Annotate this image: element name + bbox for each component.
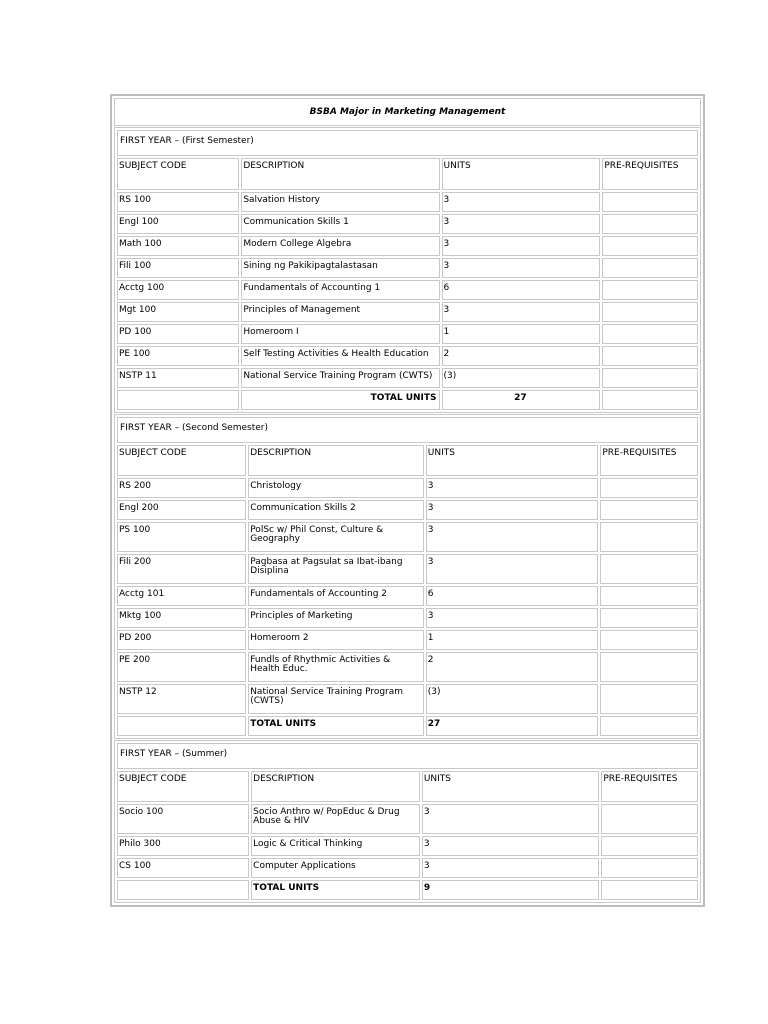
- prerequisites-cell: [602, 280, 698, 300]
- description-cell: Self Testing Activities & Health Education: [241, 346, 439, 366]
- subject-code-cell: Mgt 100: [117, 302, 239, 322]
- table-title: BSBA Major in Marketing Management: [114, 98, 701, 126]
- semester-heading: FIRST YEAR – (Summer): [117, 743, 698, 769]
- description-cell: Fundls of Rhythmic Activities & Health Educ.: [248, 652, 424, 682]
- description-cell: Homeroom I: [241, 324, 439, 344]
- description-cell: Christology: [248, 478, 424, 498]
- description-cell: National Service Training Program (CWTS): [248, 684, 424, 714]
- table-row: [116, 553, 699, 585]
- subject-code-cell: PD 100: [117, 324, 239, 344]
- units-cell: 3: [426, 500, 599, 520]
- table-row: [116, 257, 699, 279]
- units-cell: 3: [422, 804, 600, 834]
- table-row: [116, 803, 699, 835]
- description-cell: Communication Skills 2: [248, 500, 424, 520]
- units-cell: (3): [426, 684, 599, 714]
- table-row: [116, 301, 699, 323]
- subject-code-cell: Fili 200: [117, 554, 246, 584]
- semester-heading: FIRST YEAR – (Second Semester): [117, 417, 698, 443]
- header-subject-code: SUBJECT CODE: [117, 771, 249, 802]
- table-row: [116, 499, 699, 521]
- prerequisites-cell: [602, 214, 698, 234]
- description-cell: PolSc w/ Phil Const, Culture & Geography: [248, 522, 424, 552]
- total-row: [116, 389, 699, 411]
- total-empty-cell: [117, 880, 249, 900]
- header-row: [116, 444, 699, 477]
- prerequisites-cell: [602, 302, 698, 322]
- description-cell: Sining ng Pakikipagtalastasan: [241, 258, 439, 278]
- description-cell: Fundamentals of Accounting 1: [241, 280, 439, 300]
- subject-code-cell: Acctg 101: [117, 586, 246, 606]
- table-row: [116, 191, 699, 213]
- description-cell: Logic & Critical Thinking: [251, 836, 420, 856]
- prerequisites-cell: [600, 500, 698, 520]
- total-row: [116, 879, 699, 901]
- subject-code-cell: Acctg 100: [117, 280, 239, 300]
- total-row: [116, 715, 699, 737]
- prerequisites-cell: [600, 554, 698, 584]
- sections-container: [113, 127, 702, 903]
- table-row: [116, 213, 699, 235]
- prerequisites-cell: [602, 324, 698, 344]
- description-cell: Homeroom 2: [248, 630, 424, 650]
- units-cell: 3: [426, 522, 599, 552]
- units-cell: 3: [442, 258, 601, 278]
- total-prereq-cell: [602, 390, 698, 410]
- header-subject-code: SUBJECT CODE: [117, 445, 246, 476]
- total-units-value: 27: [426, 716, 599, 736]
- total-prereq-cell: [601, 880, 698, 900]
- units-cell: 2: [426, 652, 599, 682]
- subject-code-cell: RS 100: [117, 192, 239, 212]
- prerequisites-cell: [601, 804, 698, 834]
- units-cell: 3: [442, 236, 601, 256]
- subject-code-cell: NSTP 12: [117, 684, 246, 714]
- prerequisites-cell: [602, 258, 698, 278]
- description-cell: Communication Skills 1: [241, 214, 439, 234]
- subject-code-cell: Engl 200: [117, 500, 246, 520]
- units-cell: 3: [422, 858, 600, 878]
- subject-code-cell: Philo 300: [117, 836, 249, 856]
- semester-section: [114, 740, 701, 903]
- table-row: [116, 279, 699, 301]
- prerequisites-cell: [602, 346, 698, 366]
- prerequisites-cell: [602, 192, 698, 212]
- table-row: [116, 683, 699, 715]
- table-row: [116, 585, 699, 607]
- header-row: [116, 157, 699, 191]
- subject-code-cell: PS 100: [117, 522, 246, 552]
- header-description: DESCRIPTION: [241, 158, 439, 190]
- header-units: UNITS: [426, 445, 599, 476]
- total-empty-cell: [117, 716, 246, 736]
- table-row: [116, 629, 699, 651]
- prerequisites-cell: [601, 836, 698, 856]
- table-row: [116, 607, 699, 629]
- subject-code-cell: CS 100: [117, 858, 249, 878]
- prerequisites-cell: [600, 608, 698, 628]
- units-cell: 3: [426, 478, 599, 498]
- header-row: [116, 770, 699, 803]
- description-cell: Pagbasa at Pagsulat sa Ibat-ibang Disiplina: [248, 554, 424, 584]
- units-cell: 3: [422, 836, 600, 856]
- header-prerequisites: PRE-REQUISITES: [601, 771, 698, 802]
- units-cell: 6: [442, 280, 601, 300]
- units-cell: (3): [442, 368, 601, 388]
- description-cell: Fundamentals of Accounting 2: [248, 586, 424, 606]
- header-prerequisites: PRE-REQUISITES: [602, 158, 698, 190]
- subject-code-cell: PE 200: [117, 652, 246, 682]
- subject-code-cell: PD 200: [117, 630, 246, 650]
- prerequisites-cell: [601, 858, 698, 878]
- total-units-label: TOTAL UNITS: [241, 390, 439, 410]
- table-row: [116, 235, 699, 257]
- prerequisites-cell: [600, 522, 698, 552]
- description-cell: Principles of Management: [241, 302, 439, 322]
- units-cell: 3: [426, 554, 599, 584]
- semester-section: [114, 127, 701, 413]
- header-prerequisites: PRE-REQUISITES: [600, 445, 698, 476]
- header-description: DESCRIPTION: [251, 771, 420, 802]
- description-cell: National Service Training Program (CWTS): [241, 368, 439, 388]
- units-cell: 3: [426, 608, 599, 628]
- semester-heading: FIRST YEAR – (First Semester): [117, 130, 698, 156]
- prerequisites-cell: [602, 236, 698, 256]
- table-row: [116, 651, 699, 683]
- prerequisites-cell: [602, 368, 698, 388]
- prerequisites-cell: [600, 684, 698, 714]
- header-subject-code: SUBJECT CODE: [117, 158, 239, 190]
- subject-code-cell: NSTP 11: [117, 368, 239, 388]
- units-cell: 3: [442, 302, 601, 322]
- subject-code-cell: Math 100: [117, 236, 239, 256]
- total-units-value: 27: [442, 390, 601, 410]
- description-cell: Salvation History: [241, 192, 439, 212]
- table-row: [116, 857, 699, 879]
- total-units-label: TOTAL UNITS: [251, 880, 420, 900]
- total-prereq-cell: [600, 716, 698, 736]
- units-cell: 2: [442, 346, 601, 366]
- curriculum-table: [110, 94, 705, 907]
- subject-code-cell: Engl 100: [117, 214, 239, 234]
- header-units: UNITS: [422, 771, 600, 802]
- subject-code-cell: Mktg 100: [117, 608, 246, 628]
- description-cell: Socio Anthro w/ PopEduc & Drug Abuse & HIV: [251, 804, 420, 834]
- header-units: UNITS: [442, 158, 601, 190]
- units-cell: 1: [426, 630, 599, 650]
- units-cell: 3: [442, 214, 601, 234]
- units-cell: 1: [442, 324, 601, 344]
- prerequisites-cell: [600, 652, 698, 682]
- table-row: [116, 345, 699, 367]
- description-cell: Principles of Marketing: [248, 608, 424, 628]
- prerequisites-cell: [600, 630, 698, 650]
- subject-code-cell: RS 200: [117, 478, 246, 498]
- total-empty-cell: [117, 390, 239, 410]
- table-row: [116, 521, 699, 553]
- description-cell: Modern College Algebra: [241, 236, 439, 256]
- header-description: DESCRIPTION: [248, 445, 424, 476]
- table-row: [116, 835, 699, 857]
- table-row: [116, 367, 699, 389]
- prerequisites-cell: [600, 586, 698, 606]
- units-cell: 3: [442, 192, 601, 212]
- subject-code-cell: PE 100: [117, 346, 239, 366]
- subject-code-cell: Fili 100: [117, 258, 239, 278]
- subject-code-cell: Socio 100: [117, 804, 249, 834]
- semester-section: [114, 414, 701, 739]
- table-row: [116, 477, 699, 499]
- units-cell: 6: [426, 586, 599, 606]
- prerequisites-cell: [600, 478, 698, 498]
- total-units-label: TOTAL UNITS: [248, 716, 424, 736]
- total-units-value: 9: [422, 880, 600, 900]
- table-row: [116, 323, 699, 345]
- description-cell: Computer Applications: [251, 858, 420, 878]
